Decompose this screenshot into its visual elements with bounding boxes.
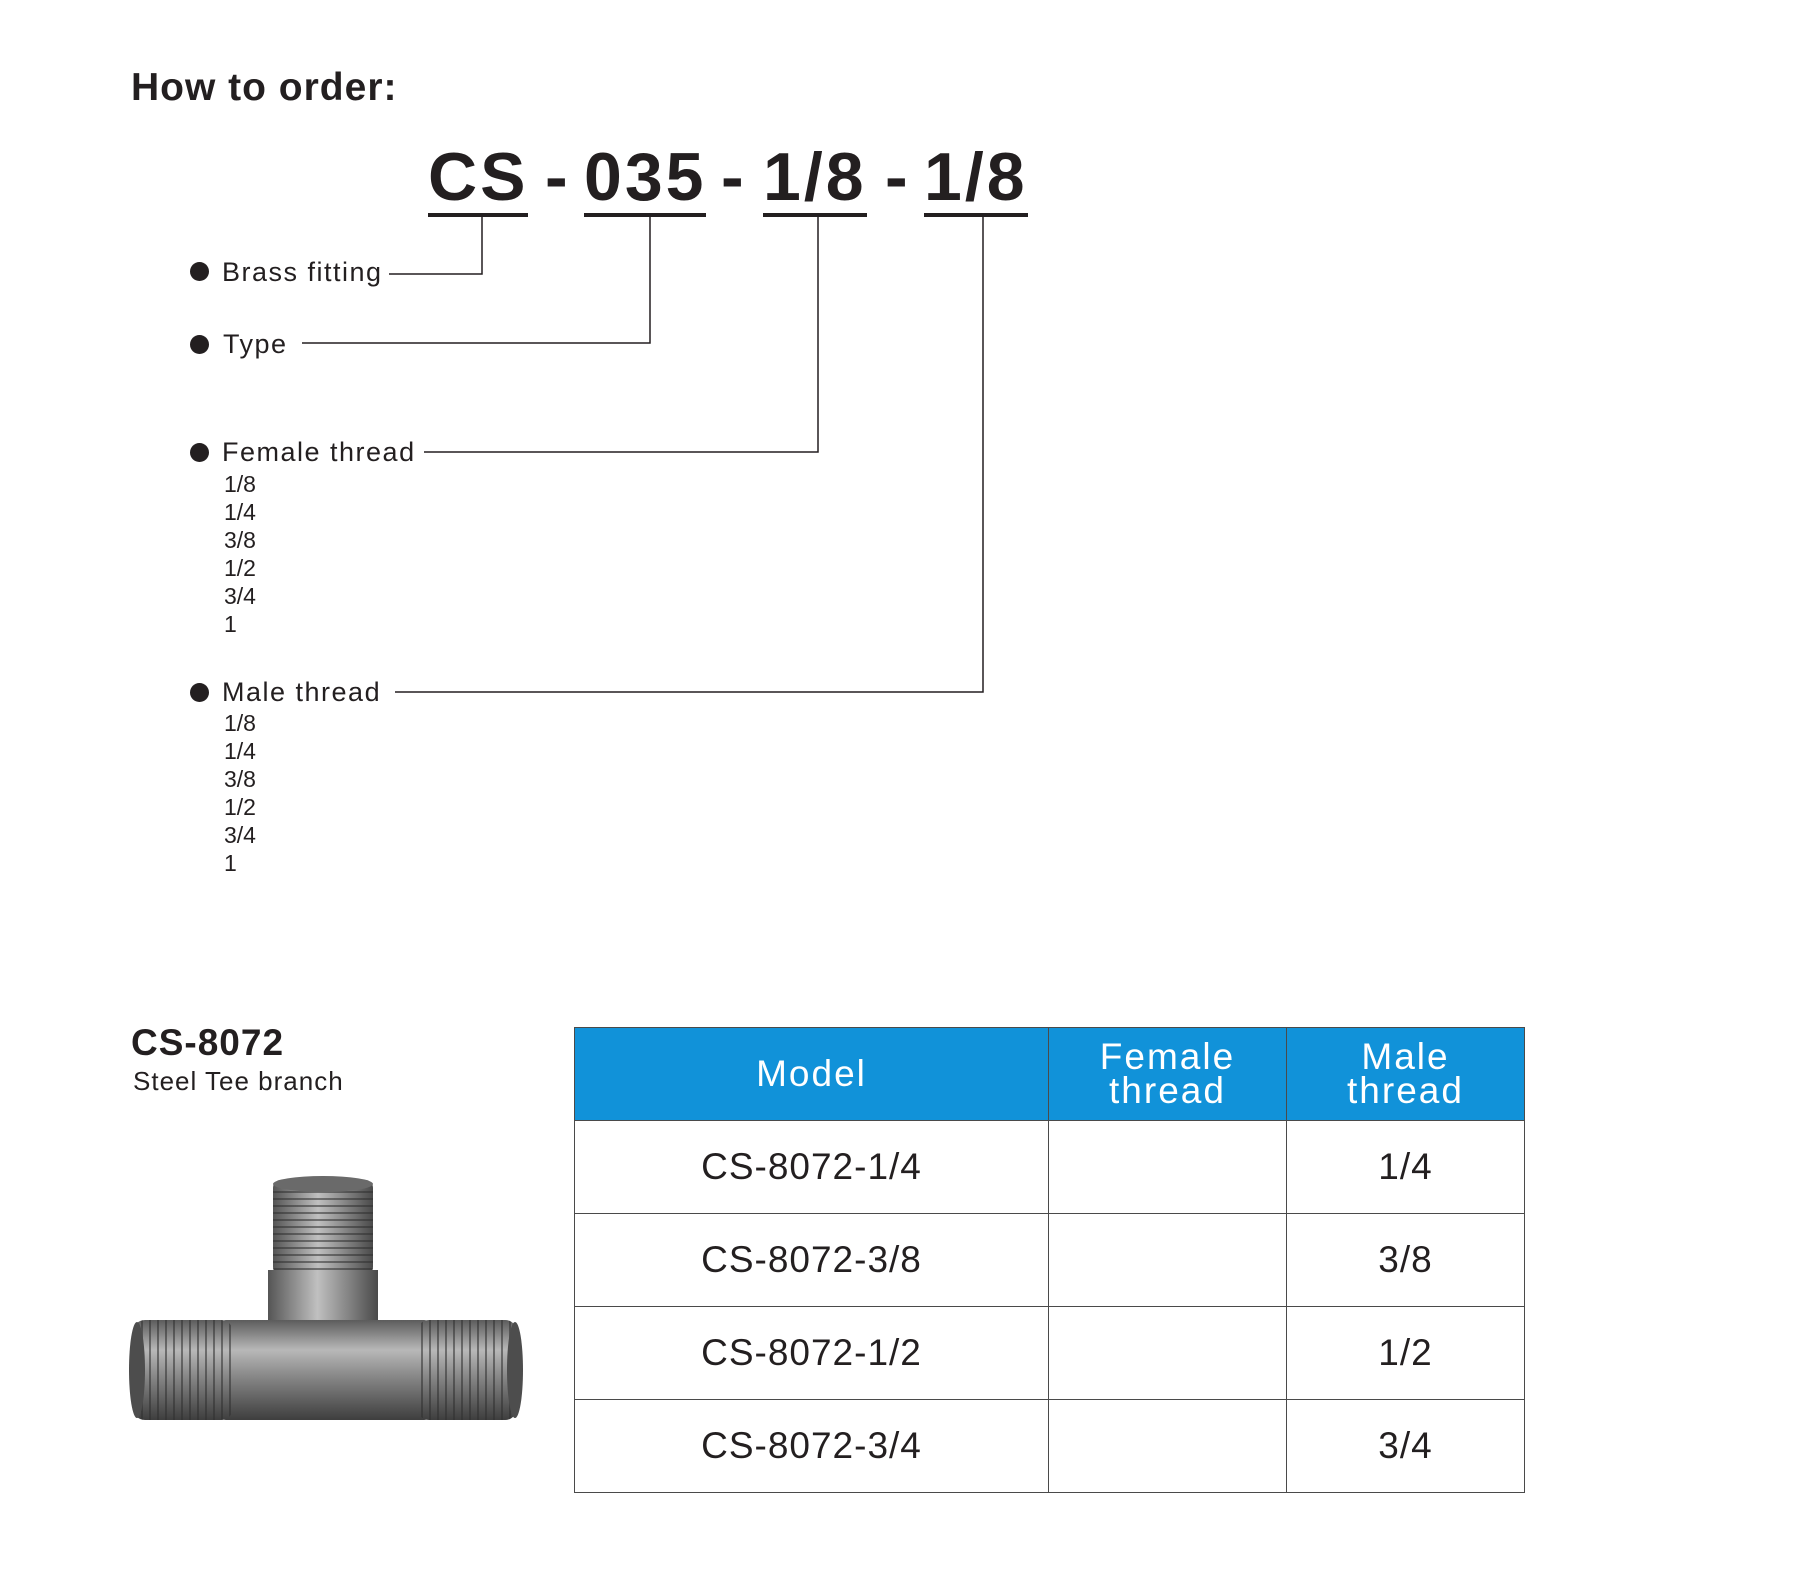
female-thread-value: 3/4 — [224, 583, 256, 609]
code-segment-type: 035 — [584, 139, 707, 215]
connector-brass-fitting — [389, 215, 482, 274]
connector-male-thread — [395, 215, 983, 692]
table-header-row — [575, 1028, 1525, 1121]
column-header-model: Model — [575, 1028, 1049, 1121]
male-thread-values — [224, 709, 256, 877]
code-segment-male-thread: 1/8 — [924, 139, 1028, 215]
table-row — [575, 1307, 1525, 1400]
table-row — [575, 1400, 1525, 1493]
cell-female-thread — [1049, 1214, 1287, 1307]
column-header-male-thread — [1287, 1028, 1525, 1121]
male-thread-value: 1 — [224, 850, 237, 876]
cell-male-thread: 1/2 — [1287, 1307, 1525, 1400]
male-thread-value: 3/8 — [224, 766, 256, 792]
bullet-icon — [190, 262, 209, 281]
table-row — [575, 1121, 1525, 1214]
cell-male-thread: 3/4 — [1287, 1400, 1525, 1493]
code-segment-female-thread: 1/8 — [763, 139, 867, 215]
spec-table — [574, 1027, 1525, 1493]
cell-model: CS-8072-1/2 — [575, 1307, 1049, 1400]
steel-tee-fitting-icon — [125, 1170, 525, 1430]
code-dash: - — [885, 139, 908, 215]
product-description: Steel Tee branch — [133, 1066, 344, 1096]
bullet-icon — [190, 443, 209, 462]
male-thread-value: 1/8 — [224, 710, 256, 736]
option-label-female-thread: Female thread — [222, 437, 416, 467]
male-thread-value: 3/4 — [224, 822, 256, 848]
cell-male-thread: 3/8 — [1287, 1214, 1525, 1307]
option-label-male-thread: Male thread — [222, 677, 382, 707]
female-thread-value: 1 — [224, 611, 237, 637]
female-thread-value: 1/2 — [224, 555, 256, 581]
table-row — [575, 1214, 1525, 1307]
product-code: CS-8072 — [131, 1022, 285, 1063]
cell-model: CS-8072-1/4 — [575, 1121, 1049, 1214]
cell-model: CS-8072-3/8 — [575, 1214, 1049, 1307]
column-header-male-thread-text: Male thread — [1347, 1036, 1464, 1111]
option-label-type: Type — [223, 329, 288, 359]
cell-female-thread — [1049, 1400, 1287, 1493]
how-to-order-heading: How to order: — [131, 66, 398, 109]
column-header-female-thread-text: Female thread — [1099, 1036, 1236, 1111]
male-thread-value: 1/4 — [224, 738, 256, 764]
female-thread-value: 1/8 — [224, 471, 256, 497]
female-thread-value: 3/8 — [224, 527, 256, 553]
cell-model: CS-8072-3/4 — [575, 1400, 1049, 1493]
cell-male-thread: 1/4 — [1287, 1121, 1525, 1214]
code-dash: - — [545, 139, 568, 215]
code-segment-series: CS — [428, 139, 529, 215]
option-label-brass-fitting: Brass fitting — [222, 257, 383, 287]
code-dash: - — [721, 139, 744, 215]
female-thread-values — [224, 470, 256, 638]
bullet-icon — [190, 335, 209, 354]
connector-female-thread — [424, 215, 818, 452]
column-header-female-thread — [1049, 1028, 1287, 1121]
female-thread-value: 1/4 — [224, 499, 256, 525]
bullet-icon — [190, 683, 209, 702]
cell-female-thread — [1049, 1307, 1287, 1400]
cell-female-thread — [1049, 1121, 1287, 1214]
male-thread-value: 1/2 — [224, 794, 256, 820]
